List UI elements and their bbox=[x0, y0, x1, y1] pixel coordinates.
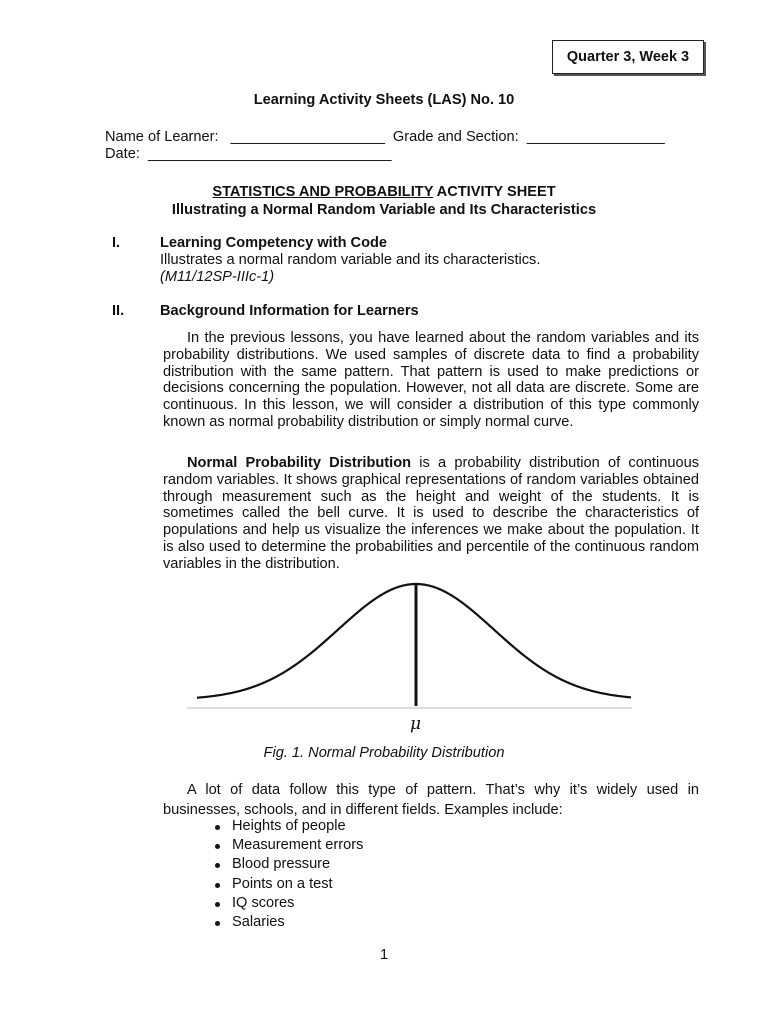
subject-suffix: ACTIVITY SHEET bbox=[433, 184, 556, 200]
normal-distribution-term: Normal Probability Distribution bbox=[187, 455, 412, 471]
list-item: Heights of people bbox=[212, 817, 363, 836]
competency-code: (M11/12SP-IIIc-1) bbox=[160, 269, 275, 285]
name-blank[interactable]: ___________________ bbox=[230, 129, 385, 145]
learner-line-1 bbox=[105, 129, 665, 146]
para2-text: is a probability distribution of continuous random variables. It shows graphical representations of random variables obtained through measurement such as the height and weight of the students. It is sometimes called the bell curve. It is used to describe the characteristics of populations and help us visualize the inferences we make about the population. It is also used to determine the probabilities and percentile of the continuous random variables in the distribution. bbox=[163, 455, 699, 572]
date-label: Date: bbox=[105, 146, 140, 162]
list-item: Salaries bbox=[212, 913, 363, 932]
bell-curve bbox=[197, 584, 631, 698]
para1-text: In the previous lessons, you have learned about the random variables and its probability distributions. We used samples of discrete data to find a probability distribution with the same pattern. That pattern is used to make predictions or decisions concerning the population. However, not all data are discrete. Some are continuous. In this lesson, we will consider a distribution of this type commonly known as normal probability distribution or simply normal curve. bbox=[163, 330, 699, 430]
examples-list bbox=[212, 817, 363, 932]
section-1-heading: Learning Competency with Code bbox=[160, 235, 388, 251]
figure-caption: Fig. 1. Normal Probability Distribution bbox=[263, 745, 505, 761]
para3-text: A lot of data follow this type of pattern. That’s why it’s widely used in businesses, schools, and in different fields. Examples include: bbox=[163, 782, 699, 818]
list-item: IQ scores bbox=[212, 894, 363, 913]
section-1-numeral: I. bbox=[112, 235, 121, 251]
list-item: Points on a test bbox=[212, 875, 363, 894]
quarter-week-label: Quarter 3, Week 3 bbox=[566, 49, 690, 65]
examples-intro bbox=[163, 780, 699, 820]
date-blank[interactable]: ______________________________ bbox=[147, 146, 392, 162]
quarter-week-box bbox=[552, 40, 704, 74]
activity-sheet-title bbox=[0, 184, 768, 200]
name-label: Name of Learner: bbox=[105, 129, 219, 145]
section-2-numeral: II. bbox=[112, 303, 125, 319]
page-number: 1 bbox=[379, 947, 389, 963]
las-title: Learning Activity Sheets (LAS) No. 10 bbox=[253, 92, 515, 108]
section-2-heading: Background Information for Learners bbox=[160, 303, 419, 319]
competency-text: Illustrates a normal random variable and its characteristics. bbox=[160, 252, 541, 268]
topic-title: Illustrating a Normal Random Variable and Its Characteristics bbox=[171, 202, 597, 218]
bell-curve-figure bbox=[185, 578, 635, 718]
background-paragraph-1 bbox=[163, 330, 699, 431]
grade-blank[interactable]: _________________ bbox=[526, 129, 665, 145]
learner-line-2 bbox=[105, 146, 665, 163]
list-item: Measurement errors bbox=[212, 836, 363, 855]
subject-name: STATISTICS AND PROBABILITY bbox=[212, 184, 434, 200]
list-item: Blood pressure bbox=[212, 855, 363, 874]
learner-form bbox=[105, 129, 665, 163]
mu-label: μ bbox=[410, 714, 422, 734]
grade-label: Grade and Section: bbox=[392, 129, 519, 145]
background-paragraph-2 bbox=[163, 455, 699, 573]
